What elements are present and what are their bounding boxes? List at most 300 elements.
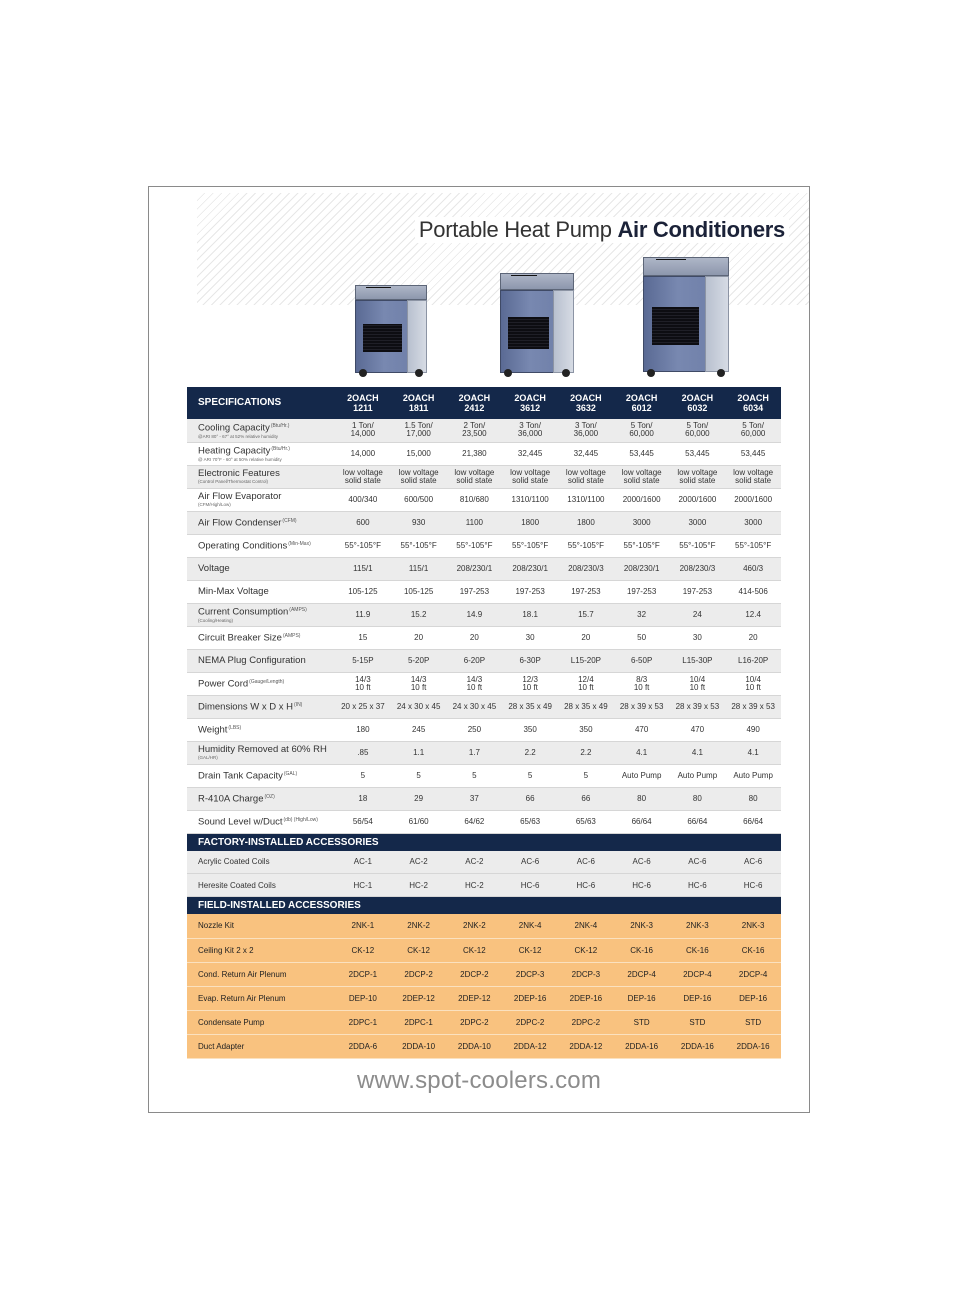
cell-line: low voltage <box>454 467 495 477</box>
cell-line: low voltage <box>733 467 774 477</box>
spec-value <box>391 442 447 465</box>
spec-label-cell <box>187 810 335 833</box>
cell-line: solid state <box>735 475 772 485</box>
spec-value <box>447 741 503 764</box>
spec-value <box>725 557 781 580</box>
accessory-part: 2NK-3 <box>614 914 670 938</box>
spec-value <box>335 718 391 741</box>
spec-label: Electronic Features <box>198 468 280 479</box>
cell-line: 2 Ton/ <box>463 421 486 431</box>
spec-value <box>670 557 726 580</box>
cell-line: 15.7 <box>578 609 594 619</box>
spec-unit: (Gauge/Length) <box>249 678 285 685</box>
cell-line: 32 <box>637 609 647 619</box>
accessory-part: 2DCP-1 <box>335 962 391 986</box>
unit-image-large <box>643 257 729 377</box>
unit-image-medium <box>500 273 574 377</box>
spec-note: (Cooling/Heating) <box>198 617 234 623</box>
cell-line: L16-20P <box>738 655 769 665</box>
spec-value <box>391 557 447 580</box>
spec-value <box>558 442 614 465</box>
cell-line: 1 Ton/ <box>352 421 374 431</box>
table-header-row <box>187 387 781 419</box>
cell-line: 28 x 35 x 49 <box>564 701 608 711</box>
spec-value <box>670 419 726 442</box>
cell-line: 350 <box>579 724 593 734</box>
cell-line: 56/54 <box>352 816 373 826</box>
accessory-part: 2DDA-12 <box>558 1034 614 1058</box>
cell-line: 65/63 <box>520 816 541 826</box>
cell-line: 55°-105°F <box>512 540 549 550</box>
spec-value <box>614 718 670 741</box>
cell-line: 80 <box>637 793 647 803</box>
cell-line: 1211 <box>353 403 373 413</box>
cell-line: 6-20P <box>463 655 486 665</box>
spec-value <box>725 580 781 603</box>
cell-line: 1811 <box>408 403 429 413</box>
cell-line: 10/4 <box>745 674 761 684</box>
cell-line: 29 <box>414 793 424 803</box>
spec-label: Dimensions W x D x H <box>198 701 294 713</box>
cell-line: 24 x 30 x 45 <box>452 701 497 711</box>
cell-line: 61/60 <box>408 816 429 826</box>
spec-value <box>558 603 614 626</box>
cell-line: 105-125 <box>348 586 378 596</box>
cell-line: 250 <box>467 724 482 734</box>
accessory-label: Ceiling Kit 2 x 2 <box>187 938 335 962</box>
cell-line: low voltage <box>565 467 606 477</box>
cell-line: 1800 <box>576 517 595 527</box>
accessory-part: 2DEP-12 <box>447 986 503 1010</box>
cell-line: 14,000 <box>350 429 376 439</box>
cell-line: 20 <box>581 632 591 642</box>
spec-value <box>335 488 391 511</box>
cell-line: 53,445 <box>629 448 654 458</box>
accessory-part: 2DCP-3 <box>502 962 558 986</box>
spec-row <box>187 649 781 672</box>
spec-value <box>614 465 670 488</box>
cell-line: 3632 <box>575 403 596 413</box>
spec-value <box>670 603 726 626</box>
spec-value <box>725 465 781 488</box>
accessory-row <box>187 914 781 938</box>
accessory-part: HC-1 <box>335 874 391 897</box>
accessory-part: CK-12 <box>447 938 503 962</box>
spec-value <box>614 557 670 580</box>
cell-line: 600/500 <box>404 494 434 504</box>
cell-line: 66/64 <box>743 816 764 826</box>
accessory-part: 2DEP-16 <box>558 986 614 1010</box>
accessory-part: CK-16 <box>725 938 781 962</box>
cell-line: 55°-105°F <box>679 540 716 550</box>
accessory-part: 2DCP-2 <box>447 962 503 986</box>
spec-label: Heating Capacity <box>198 445 271 457</box>
spec-value <box>335 603 391 626</box>
cell-line: 36,000 <box>517 429 543 439</box>
spec-value <box>391 787 447 810</box>
cell-line: Auto Pump <box>677 770 718 780</box>
accessory-label: Duct Adapter <box>187 1034 335 1058</box>
spec-label-cell <box>187 488 335 511</box>
cell-line: 5 <box>360 770 366 780</box>
accessory-part: 2DCP-4 <box>614 962 670 986</box>
cell-line: 32,445 <box>517 448 543 458</box>
cell-line: 80 <box>692 793 702 803</box>
spec-value <box>614 488 670 511</box>
cell-line: 30 <box>525 632 535 642</box>
spec-row <box>187 442 781 465</box>
cell-line: 5 <box>472 770 477 780</box>
spec-value <box>502 764 558 787</box>
spec-label: Air Flow Condenser <box>198 517 282 529</box>
spec-label-cell <box>187 442 335 465</box>
spec-value <box>558 695 614 718</box>
cell-line: 115/1 <box>408 563 429 573</box>
accessory-label: Acrylic Coated Coils <box>187 851 335 874</box>
cell-line: 4.1 <box>691 747 703 757</box>
spec-value <box>670 764 726 787</box>
spec-value <box>614 419 670 442</box>
cell-line: 1.7 <box>468 747 480 757</box>
accessory-label: Nozzle Kit <box>187 914 335 938</box>
spec-value <box>614 672 670 695</box>
spec-value <box>391 718 447 741</box>
accessory-part: CK-16 <box>670 938 726 962</box>
spec-value <box>335 695 391 718</box>
accessory-row <box>187 962 781 986</box>
spec-value <box>391 580 447 603</box>
cell-line: 55°-105°F <box>344 540 381 550</box>
cell-line: 55°-105°F <box>567 540 604 550</box>
spec-value <box>614 810 670 833</box>
spec-label: R-410A Charge <box>198 793 264 805</box>
spec-value <box>335 741 391 764</box>
cell-line: solid state <box>623 475 660 485</box>
spec-unit: (CFM) <box>282 517 297 524</box>
cell-line: 10 ft <box>578 682 594 692</box>
accessory-part: 2NK-3 <box>670 914 726 938</box>
cell-line: 197-253 <box>682 586 713 596</box>
cell-line: 1.1 <box>413 747 425 757</box>
spec-value <box>502 534 558 557</box>
spec-value <box>614 626 670 649</box>
spec-value <box>447 672 503 695</box>
spec-value <box>670 534 726 557</box>
accessory-part: 2NK-2 <box>391 914 447 938</box>
spec-row <box>187 741 781 764</box>
spec-value <box>391 672 447 695</box>
cell-line: 5-15P <box>352 655 374 665</box>
spec-value <box>725 810 781 833</box>
accessory-part: AC-6 <box>614 851 670 874</box>
cell-line: 3000 <box>632 517 651 527</box>
cell-line: 105-125 <box>403 586 434 596</box>
cell-line: 5 <box>583 770 589 780</box>
cell-line: 10 ft <box>466 682 483 692</box>
accessory-part: 2DCP-4 <box>670 962 726 986</box>
spec-label: Air Flow Evaporator <box>198 491 282 502</box>
field-accessories <box>187 897 781 1059</box>
model-header <box>335 387 391 419</box>
cell-line: 4.1 <box>636 747 648 757</box>
specifications-table <box>187 387 781 1059</box>
spec-value <box>670 787 726 810</box>
cell-line: 470 <box>690 724 705 734</box>
cell-line: 5 Ton/ <box>742 421 764 431</box>
cell-line: 17,000 <box>406 429 431 439</box>
cell-line: 37 <box>469 793 479 803</box>
cell-line: 208/230/1 <box>512 563 548 573</box>
spec-row <box>187 580 781 603</box>
spec-value <box>502 442 558 465</box>
cell-line: solid state <box>344 475 381 485</box>
cell-line: 5-20P <box>407 655 430 665</box>
cell-line: 14/3 <box>410 674 427 684</box>
cell-line: 14,000 <box>350 448 376 458</box>
spec-label: Sound Level w/Duct <box>198 816 283 828</box>
cell-line: 2OACH <box>681 393 714 403</box>
cell-line: 2.2 <box>524 747 536 757</box>
spec-value <box>614 649 670 672</box>
cell-line: 350 <box>523 724 537 734</box>
spec-value <box>335 787 391 810</box>
spec-value <box>335 810 391 833</box>
cell-line: 6-30P <box>519 655 541 665</box>
spec-row <box>187 488 781 511</box>
spec-label-cell <box>187 511 335 534</box>
accessory-part: HC-6 <box>670 874 726 897</box>
spec-value <box>335 534 391 557</box>
cell-line: 180 <box>356 724 370 734</box>
cell-line: 12/3 <box>522 674 538 684</box>
spec-value <box>502 810 558 833</box>
spec-unit: (GAL) <box>283 770 298 777</box>
spec-value <box>558 465 614 488</box>
spec-value <box>335 557 391 580</box>
spec-value <box>447 442 503 465</box>
cell-line: 53,445 <box>685 448 710 458</box>
cell-line: 197-253 <box>626 586 657 596</box>
spec-value <box>391 534 447 557</box>
accessory-part: 2NK-2 <box>447 914 503 938</box>
cell-line: 1310/1100 <box>511 494 549 504</box>
cell-line: 28 x 39 x 53 <box>619 701 664 711</box>
spec-value <box>502 626 558 649</box>
cell-line: 10 ft <box>689 682 706 692</box>
accessory-row <box>187 986 781 1010</box>
spec-row <box>187 534 781 557</box>
cell-line: 12.4 <box>745 609 761 619</box>
accessory-part: HC-6 <box>614 874 670 897</box>
accessory-part: 2DDA-16 <box>670 1034 726 1058</box>
cell-line: 21,380 <box>462 448 487 458</box>
accessory-part: CK-12 <box>335 938 391 962</box>
spec-value <box>447 810 503 833</box>
spec-label-cell <box>187 764 335 787</box>
cell-line: 20 x 25 x 37 <box>341 701 385 711</box>
spec-value <box>502 603 558 626</box>
cell-line: 50 <box>637 632 647 642</box>
cell-line: 6012 <box>631 403 652 413</box>
accessory-part: 2NK-1 <box>335 914 391 938</box>
spec-value <box>725 488 781 511</box>
cell-line: 2.2 <box>580 747 592 757</box>
accessory-part: DEP-10 <box>335 986 391 1010</box>
spec-value <box>502 649 558 672</box>
cell-line: 66 <box>525 793 535 803</box>
spec-value <box>614 695 670 718</box>
spec-value <box>725 718 781 741</box>
accessory-part: DEP-16 <box>725 986 781 1010</box>
spec-value <box>558 672 614 695</box>
cell-line: 66/64 <box>687 816 708 826</box>
spec-label-cell <box>187 718 335 741</box>
cell-line: 5 Ton/ <box>686 421 709 431</box>
spec-value <box>558 488 614 511</box>
cell-line: 930 <box>411 517 426 527</box>
accessory-part: 2DEP-12 <box>391 986 447 1010</box>
spec-value <box>670 580 726 603</box>
spec-label-cell <box>187 649 335 672</box>
cell-line: 10 ft <box>633 682 650 692</box>
accessory-label: Evap. Return Air Plenum <box>187 986 335 1010</box>
spec-value <box>502 465 558 488</box>
cell-line: 208/230/1 <box>623 563 660 573</box>
spec-value <box>447 488 503 511</box>
cell-line: 2000/1600 <box>678 494 717 504</box>
cell-line: Auto Pump <box>621 770 662 780</box>
accessory-label: Cond. Return Air Plenum <box>187 962 335 986</box>
spec-value <box>502 580 558 603</box>
accessory-part: AC-6 <box>670 851 726 874</box>
spec-value <box>335 626 391 649</box>
accessory-part: STD <box>670 1010 726 1034</box>
spec-row <box>187 718 781 741</box>
accessory-part: 2NK-4 <box>558 914 614 938</box>
cell-line: 32,445 <box>573 448 599 458</box>
cell-line: 14/3 <box>466 674 483 684</box>
spec-label: Current Consumption <box>198 606 289 618</box>
cell-line: 66 <box>581 793 591 803</box>
cell-line: 15 <box>358 632 368 642</box>
specifications-header: SPECIFICATIONS <box>187 387 335 419</box>
cell-line: low voltage <box>677 467 718 477</box>
cell-line: 2OACH <box>402 393 435 403</box>
cell-line: 10 ft <box>522 682 538 692</box>
spec-value <box>725 764 781 787</box>
cell-line: 208/230/3 <box>568 563 604 573</box>
spec-value <box>447 718 503 741</box>
spec-value <box>558 534 614 557</box>
spec-label: Operating Conditions <box>198 540 288 552</box>
spec-value <box>502 557 558 580</box>
spec-value <box>447 557 503 580</box>
spec-unit: (OZ) <box>264 793 275 800</box>
spec-value <box>391 465 447 488</box>
cell-line: 80 <box>748 793 758 803</box>
spec-label: Circuit Breaker Size <box>198 632 282 644</box>
cell-line: L15-20P <box>570 655 601 665</box>
spec-value <box>502 695 558 718</box>
accessory-part: AC-2 <box>391 851 447 874</box>
spec-value <box>502 787 558 810</box>
spec-value <box>558 511 614 534</box>
model-header <box>502 387 558 419</box>
cell-line: 4.1 <box>747 747 759 757</box>
spec-row <box>187 511 781 534</box>
cell-line: 1.5 Ton/ <box>404 421 433 431</box>
cell-line: 6032 <box>687 403 708 413</box>
cell-line: 2OACH <box>514 393 546 403</box>
cell-line: 60,000 <box>629 429 654 439</box>
spec-value <box>447 511 503 534</box>
specification-rows <box>187 419 781 833</box>
accessory-part: DEP-16 <box>614 986 670 1010</box>
spec-value <box>335 672 391 695</box>
cell-line: 208/230/1 <box>456 563 493 573</box>
cell-line: 3 Ton/ <box>519 421 541 431</box>
cell-line: 2OACH <box>570 393 602 403</box>
cell-line: 2OACH <box>347 393 379 403</box>
model-header <box>614 387 670 419</box>
factory-accessories <box>187 833 781 897</box>
cell-line: 6-50P <box>630 655 653 665</box>
spec-row <box>187 419 781 442</box>
accessory-part: AC-6 <box>725 851 781 874</box>
cell-line: low voltage <box>510 467 551 477</box>
cell-line: 12/4 <box>578 674 594 684</box>
spec-value <box>558 787 614 810</box>
spec-value <box>725 419 781 442</box>
spec-value <box>670 672 726 695</box>
cell-line: 2000/1600 <box>622 494 661 504</box>
spec-value <box>391 764 447 787</box>
cell-line: 30 <box>692 632 702 642</box>
accessory-part: HC-6 <box>502 874 558 897</box>
cell-line: 460/3 <box>743 563 764 573</box>
accessory-part: HC-2 <box>391 874 447 897</box>
spec-row <box>187 764 781 787</box>
cell-line: 11.9 <box>355 609 371 619</box>
cell-line: 60,000 <box>740 429 766 439</box>
cell-line: 2OACH <box>737 393 769 403</box>
accessory-part: CK-12 <box>391 938 447 962</box>
cell-line: 10 ft <box>355 682 371 692</box>
spec-value <box>670 511 726 534</box>
spec-label: Power Cord <box>198 678 249 690</box>
spec-note: (Control Panel/Thermostat Control) <box>198 479 269 484</box>
spec-value <box>502 672 558 695</box>
spec-value <box>391 695 447 718</box>
unit-image-small <box>355 285 427 377</box>
cell-line: 208/230/3 <box>679 563 716 573</box>
accessory-part: 2DCP-4 <box>725 962 781 986</box>
spec-value <box>447 419 503 442</box>
accessory-part: 2DPC-2 <box>558 1010 614 1034</box>
spec-value <box>391 419 447 442</box>
cell-line: 600 <box>356 517 370 527</box>
spec-value <box>614 764 670 787</box>
accessory-part: STD <box>725 1010 781 1034</box>
spec-value <box>558 580 614 603</box>
spec-unit: (Min-Max) <box>288 540 311 547</box>
cell-line: 2000/1600 <box>734 494 773 504</box>
spec-value <box>335 465 391 488</box>
spec-value <box>391 741 447 764</box>
accessory-part: CK-12 <box>558 938 614 962</box>
spec-value <box>558 810 614 833</box>
cell-line: 1800 <box>521 517 540 527</box>
